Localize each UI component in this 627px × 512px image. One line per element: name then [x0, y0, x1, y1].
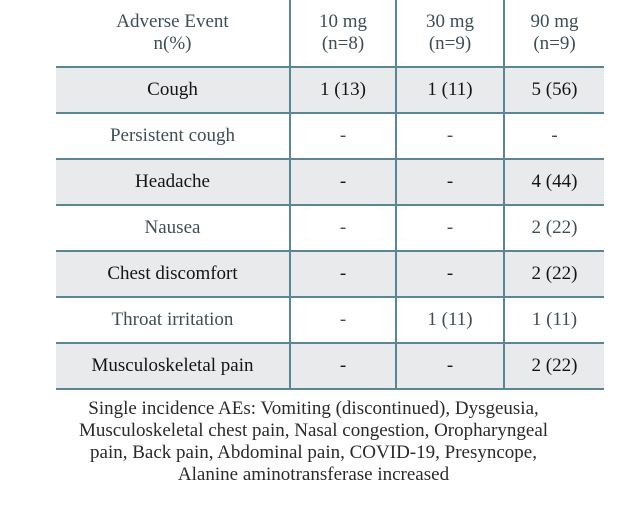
table-body: [56, 67, 604, 389]
value-cell: 4 (44): [504, 159, 604, 205]
header-adverse-event: [56, 0, 290, 67]
adverse-events-table: [56, 0, 604, 390]
value-cell: 1 (11): [504, 297, 604, 343]
header-dose-label: 90 mg: [530, 11, 579, 32]
table-row: [56, 205, 604, 251]
footnote-line: pain, Back pain, Abdominal pain, COVID-19, Presyncope,: [90, 442, 537, 463]
header-n-label: (n=8): [321, 33, 365, 54]
value-cell: -: [396, 205, 504, 251]
header-dose-label: 30 mg: [425, 11, 475, 32]
table-row: [56, 67, 604, 113]
event-cell: Headache: [56, 159, 290, 205]
value-cell: -: [290, 205, 396, 251]
table-row: [56, 251, 604, 297]
value-cell: 2 (22): [504, 205, 604, 251]
event-cell: Musculoskeletal pain: [56, 343, 290, 389]
value-cell: -: [290, 159, 396, 205]
event-cell: Nausea: [56, 205, 290, 251]
table-row: [56, 297, 604, 343]
value-cell: -: [396, 343, 504, 389]
value-cell: -: [290, 113, 396, 159]
header-n-label: (n=9): [533, 33, 576, 54]
value-cell: 1 (11): [396, 297, 504, 343]
event-cell: Chest discomfort: [56, 251, 290, 297]
header-dose-label: 10 mg: [318, 11, 368, 32]
value-cell: -: [290, 251, 396, 297]
header-10mg: [290, 0, 396, 67]
value-cell: 1 (11): [396, 67, 504, 113]
footnote: [20, 398, 607, 486]
table-row: [56, 159, 604, 205]
footnote-line: Musculoskeletal chest pain, Nasal congestion, Oropharyngeal: [78, 420, 549, 441]
footnote-line: Alanine aminotransferase increased: [177, 464, 450, 485]
value-cell: -: [396, 251, 504, 297]
event-cell: Persistent cough: [56, 113, 290, 159]
table-row: [56, 113, 604, 159]
value-cell: -: [396, 159, 504, 205]
value-cell: 2 (22): [504, 343, 604, 389]
header-n-label: (n=9): [428, 33, 472, 54]
header-unit-label: n(%): [153, 33, 192, 54]
value-cell: -: [504, 113, 604, 159]
value-cell: -: [290, 297, 396, 343]
value-cell: 2 (22): [504, 251, 604, 297]
value-cell: 1 (13): [290, 67, 396, 113]
event-cell: Cough: [56, 67, 290, 113]
table-row: [56, 343, 604, 389]
footnote-line: Single incidence AEs: Vomiting (discontinued), Dysgeusia,: [88, 398, 539, 419]
value-cell: 5 (56): [504, 67, 604, 113]
value-cell: -: [396, 113, 504, 159]
header-30mg: [396, 0, 504, 67]
header-row: [56, 0, 604, 67]
header-event-label: Adverse Event: [116, 11, 229, 32]
value-cell: -: [290, 343, 396, 389]
event-cell: Throat irritation: [56, 297, 290, 343]
header-90mg: [504, 0, 604, 67]
table-header: [56, 0, 604, 67]
